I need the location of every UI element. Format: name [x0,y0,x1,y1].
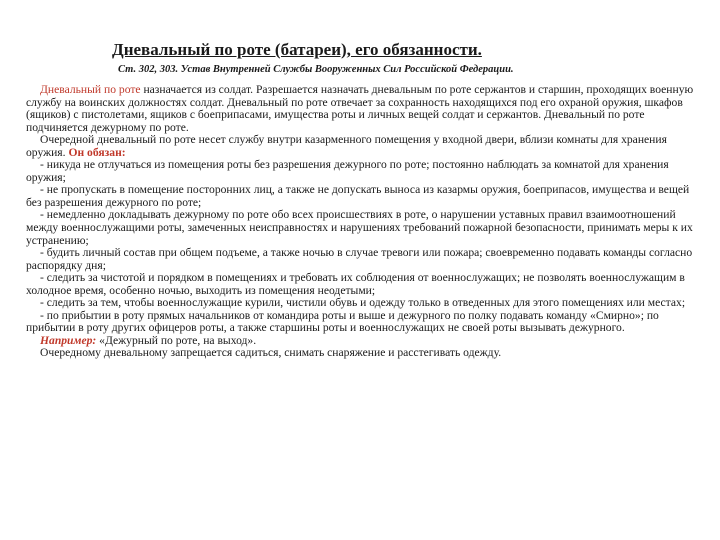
example-label: Например: [40,333,97,347]
duty-item: - следить за тем, чтобы военнослужащие курили, чистили обувь и одежду только в отведенных для этого помещениях или местах; [40,296,686,310]
paragraph-post [26,134,698,159]
duty-item: - по прибытии в роту прямых начальников от командира роты и выше и дежурного по полку подавать команду «Смирно»; по прибытии в роту других офицеров роты, а также старшины роты и военнослужащих не своей роты вызывать дежурного. [26,308,659,335]
paragraph-intro-text: назначается из солдат. Разрешается назначать дневальным по роте сержантов и старшин, проходящих военную службу на воинских должностях солдат. Дневальный по роте отвечает за сохранность находящихся под его охраной оружия, шкафов (ящиков) с пистолетами, ящиков с боеприпасами, имущества роты и личных вещей солдат и сержантов. Дневальный по роте подчиняется дежурному по роте. [26,83,694,134]
paragraph-intro [26,84,698,134]
page-subtitle: Ст. 302, 303. Устав Внутренней Службы Вооруженных Сил Российской Федерации. [118,64,514,75]
page-title: Дневальный по роте (батареи), его обязанности. [112,40,482,59]
obliged-label: Он обязан: [68,145,126,159]
duty-item: - никуда не отлучаться из помещения роты без разрешения дежурного по роте; постоянно наблюдать за комнатой для хранения оружия; [26,158,669,184]
example-text: «Дежурный по роте, на выход». [96,333,257,347]
paragraph-final: Очередному дневальному запрещается садиться, снимать снаряжение и расстегивать одежду. [40,346,502,360]
duty-item: - будить личный состав при общем подъеме, а также ночью в случае тревоги или пожара; своевременно подавать команды согласно распорядку дня; [26,246,693,272]
paragraph-post-text: Очередной дневальный по роте несет службу внутри казарменного помещения у входной двери, вблизи комнаты для хранения оружия. [26,133,667,159]
document-body [26,84,698,360]
duty-item: - следить за чистотой и порядком в помещениях и требовать их соблюдения от военнослужащих; не позволять военнослужащим в холодное время, особенно ночью, выходить из помещения неодетыми; [26,271,685,297]
term-highlight: Дневальный по роте [40,83,141,96]
duty-item: - немедленно докладывать дежурному по роте обо всех происшествиях в роте, о нарушении уставных правил взаимоотношений между военнослужащими роты, замеченных неисправностях и нарушениях требований пожарной безопасности, принимать меры к их устранению; [26,208,693,247]
duty-item: - не пропускать в помещение посторонних лиц, а также не допускать выноса из казармы оружия, боеприпасов, имущества и вещей без разрешения дежурного по роте; [26,183,690,209]
